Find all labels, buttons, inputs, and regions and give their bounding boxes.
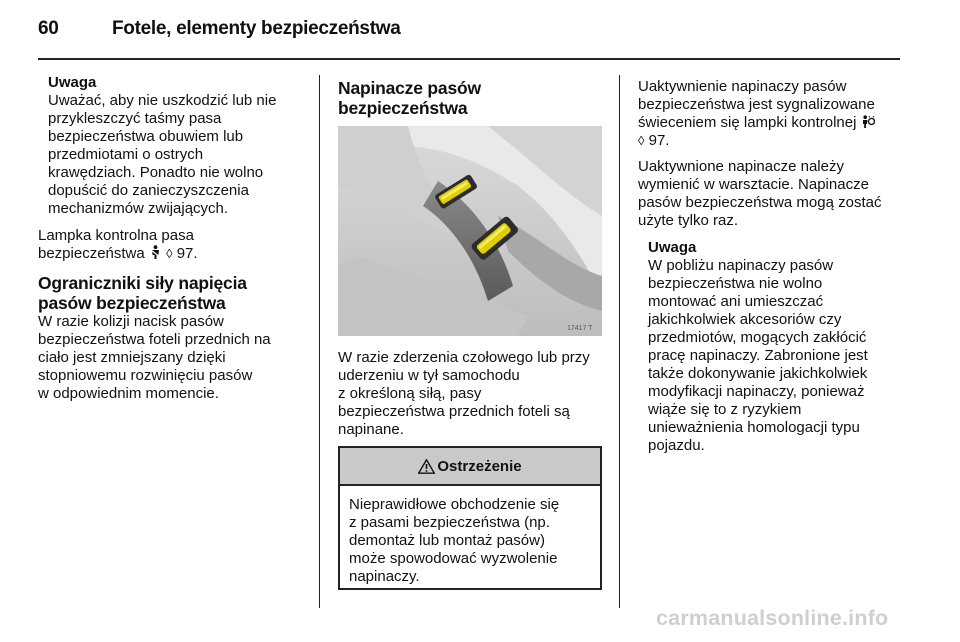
warning-box bbox=[338, 446, 602, 590]
caption-line: napinane. bbox=[338, 421, 404, 438]
note-line: modyfikacji napinaczy, ponieważ bbox=[648, 383, 865, 400]
body-line: wymienić w warsztacie. Napinacze bbox=[638, 176, 869, 193]
warning-line: napinaczy. bbox=[349, 568, 420, 585]
warning-header bbox=[340, 448, 600, 486]
lamp-line: Lampka kontrolna pasa bbox=[38, 227, 194, 244]
note-line: bezpieczeństwa nie wolno bbox=[648, 275, 823, 292]
warning-line: z pasami bezpieczeństwa (np. bbox=[349, 514, 550, 531]
body-line: bezpieczeństwa jest sygnalizowane bbox=[638, 96, 875, 113]
note-line: bezpieczeństwa obuwiem lub bbox=[48, 128, 244, 145]
warning-line: Nieprawidłowe obchodzenie się bbox=[349, 496, 560, 513]
column-2 bbox=[338, 78, 608, 118]
note-line: unieważnienia homologacji typu bbox=[648, 419, 860, 436]
note-line: krawędziach. Ponadto nie wolno bbox=[48, 164, 264, 181]
tensioner-caption bbox=[338, 349, 610, 439]
airbag-warning-icon bbox=[862, 115, 875, 129]
note-line: dopuścić do zanieczyszczenia bbox=[48, 182, 249, 199]
section-title: bezpieczeństwa bbox=[338, 98, 468, 118]
note-line: mechanizmów zwijających. bbox=[48, 200, 229, 217]
caption-line: z określoną siłą, pasy bbox=[338, 385, 482, 402]
column-1 bbox=[38, 74, 314, 403]
lamp-paragraph bbox=[38, 227, 314, 263]
page-number: 60 bbox=[38, 18, 59, 39]
note-line: montować ani umieszczać bbox=[648, 293, 824, 310]
warning-body bbox=[340, 486, 600, 586]
body-line: stopniowemu rozwinięciu pasów bbox=[38, 367, 253, 384]
column-divider-right bbox=[619, 75, 620, 608]
warning-line: może spowodować wyzwolenie bbox=[349, 550, 558, 567]
body-line: ciało jest zmniejszany dzięki bbox=[38, 349, 226, 366]
caption-line: bezpieczeństwa przednich foteli są bbox=[338, 403, 570, 420]
body-line: w odpowiednim momencie. bbox=[38, 385, 219, 402]
page-header bbox=[38, 18, 918, 48]
image-code: 17417 T bbox=[567, 325, 593, 332]
body-line: pasów bezpieczeństwa mogą zostać bbox=[638, 194, 882, 211]
section-title: Ograniczniki siły napięcia bbox=[38, 273, 247, 293]
column-3 bbox=[638, 78, 908, 455]
lamp-line: bezpieczeństwa ◊ 97. bbox=[38, 245, 198, 262]
note-line: przykleszczyć taśmy pasa bbox=[48, 110, 222, 127]
note-line: także dokonywanie jakichkolwiek bbox=[648, 365, 868, 382]
activation-paragraph bbox=[638, 78, 908, 150]
note-line: W pobliżu napinaczy pasów bbox=[648, 257, 834, 274]
body-line: użyte tylko raz. bbox=[638, 212, 739, 229]
caption-line: uderzeniu w tył samochodu bbox=[338, 367, 520, 384]
seatbelt-warning-icon bbox=[150, 245, 161, 260]
note-line: przedmiotami o ostrych bbox=[48, 146, 204, 163]
section-title: pasów bezpieczeństwa bbox=[38, 293, 226, 313]
reference-arrow: ◊ bbox=[638, 133, 645, 148]
body-line: Uaktywnione napinacze należy bbox=[638, 158, 844, 175]
note-line: pojazdu. bbox=[648, 437, 705, 454]
reference-arrow: ◊ bbox=[166, 246, 173, 261]
reference-page: 97. bbox=[176, 245, 198, 262]
note-line: jakichkolwiek akcesoriów czy bbox=[648, 311, 842, 328]
note-heading: Uwaga bbox=[648, 239, 697, 256]
body-line: bezpieczeństwa foteli przednich na bbox=[38, 331, 271, 348]
warning-line: demontaż lub montaż pasów) bbox=[349, 532, 545, 549]
body-line: W razie kolizji nacisk pasów bbox=[38, 313, 224, 330]
note-line: Uważać, aby nie uszkodzić lub nie bbox=[48, 92, 277, 109]
body-line bbox=[638, 132, 908, 150]
header-rule bbox=[38, 58, 900, 60]
warning-triangle-icon bbox=[418, 459, 435, 474]
warning-heading: Ostrzeżenie bbox=[437, 457, 522, 475]
page-title: Fotele, elementy bezpieczeństwa bbox=[112, 18, 401, 39]
caption-line: W razie zderzenia czołowego lub przy bbox=[338, 349, 590, 366]
force-limiter-section bbox=[38, 273, 314, 403]
note-line: przedmiotów, mogących zakłócić bbox=[648, 329, 867, 346]
note-block bbox=[38, 74, 314, 218]
note-heading: Uwaga bbox=[48, 74, 97, 91]
column-divider-left bbox=[319, 75, 320, 608]
belt-tensioner-illustration bbox=[338, 126, 602, 336]
reference-page: 97. bbox=[648, 132, 670, 149]
replacement-paragraph bbox=[638, 158, 908, 230]
note-block bbox=[638, 239, 908, 455]
section-title: Napinacze pasów bbox=[338, 78, 481, 98]
body-line: świeceniem się lampki kontrolnej bbox=[638, 114, 908, 132]
body-line: Uaktywnienie napinaczy pasów bbox=[638, 78, 847, 95]
note-line: wiąże się to z ryzykiem bbox=[648, 401, 802, 418]
watermark: carmanualsonline.info bbox=[656, 606, 889, 630]
note-line: pracę napinaczy. Zabronione jest bbox=[648, 347, 868, 364]
